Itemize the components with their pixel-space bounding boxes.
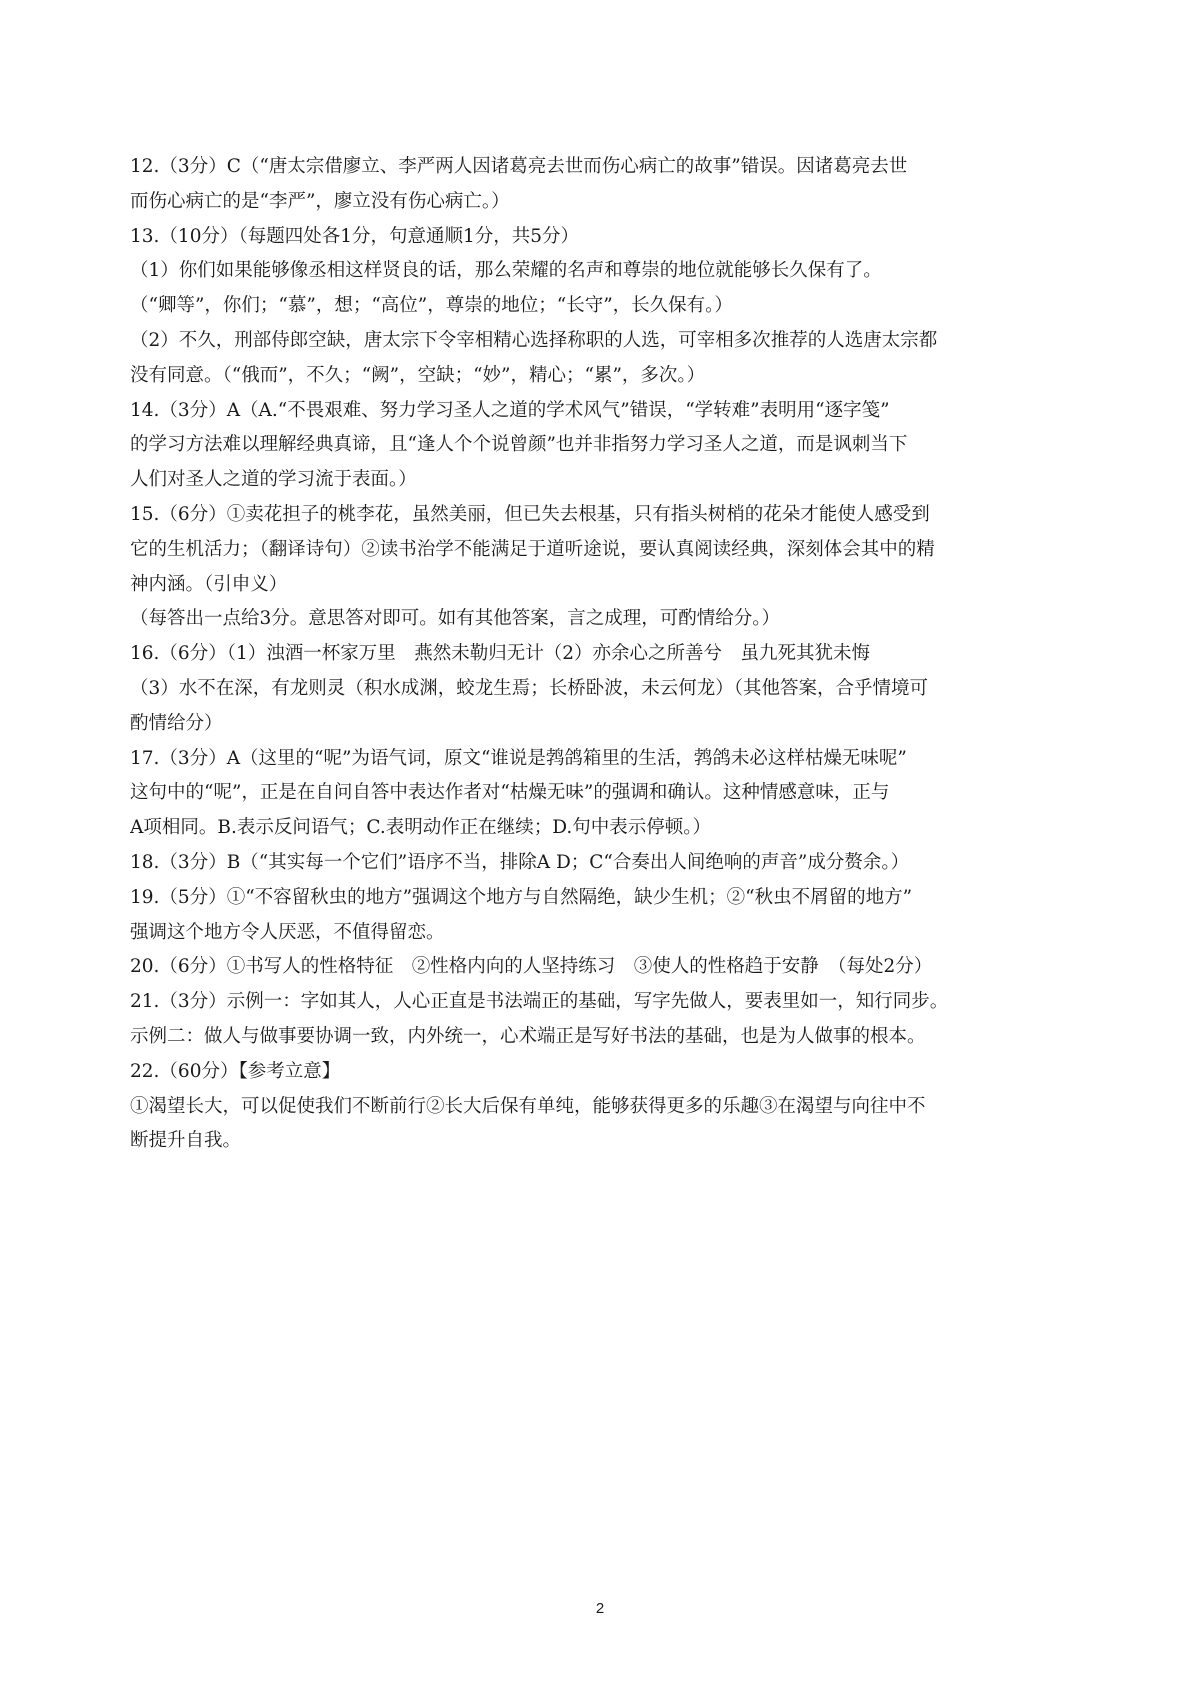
text-line: 21.（3分）示例一：字如其人，人心正直是书法端正的基础，写字先做人，要表里如一，知行同步。 [130,991,949,1013]
text-line: 强调这个地方令人厌恶，不值得留恋。 [130,921,445,943]
text-line: 15.（6分）①卖花担子的桃李花，虽然美丽，但已失去根基，只有指头树梢的花朵才能使人感受到 [130,503,930,525]
text-line: 人们对圣人之道的学习流于表面。） [130,469,417,491]
text-line: 而伤心病亡的是“李严”，廖立没有伤心病亡。） [130,190,510,212]
text-line: 18.（3分）B（“其实每一个它们”语序不当，排除A D；C“合奏出人间绝响的声音”成分赘余。） [130,851,910,873]
text-line: （每答出一点给3分。意思答对即可。如有其他答案，言之成理，可酌情给分。） [130,608,781,630]
answer-text-block [130,150,1075,1159]
text-line: 酌情给分） [130,712,223,734]
text-line: 没有同意。（“俄而”，不久；“阙”，空缺；“妙”，精心；“累”，多次。） [130,364,706,386]
text-line: （2）不久，刑部侍郎空缺，唐太宗下令宰相精心选择称职的人选，可宰相多次推荐的人选唐太宗都 [130,329,938,351]
page-number: 2 [595,1600,605,1617]
text-line: （“卿等”，你们；“慕”，想；“高位”，尊崇的地位；“长守”，长久保有。） [130,295,733,317]
text-line: 12.（3分）C（“唐太宗借廖立、李严两人因诸葛亮去世而伤心病亡的故事”错误。因诸葛亮去世 [130,156,908,177]
text-line: 16.（6分）（1）浊酒一杯家万里 燕然未勒归无计（2）亦余心之所善兮 虽九死其犹未悔 [130,643,870,665]
text-line: 这句中的“呢”，正是在自问自答中表达作者对“枯燥无味”的强调和确认。这种情感意味，正与 [130,782,890,804]
text-line: 19.（5分）①“不容留秋虫的地方”强调这个地方与自然隔绝，缺少生机；②“秋虫不屑留的地方” [130,886,913,908]
text-line: 13.（10分）（每题四处各1分，句意通顺1分，共5分） [130,225,580,247]
text-line: A项相同。B.表示反问语气；C.表明动作正在继续；D.句中表示停顿。） [130,817,712,839]
text-line: （3）水不在深，有龙则灵（积水成渊，蛟龙生焉；长桥卧波，未云何龙）（其他答案，合乎情境可 [130,677,929,699]
text-line: 17.（3分）A（这里的“呢”为语气词，原文“谁说是鹁鸽箱里的生活，鹁鸽未必这样枯燥无味呢” [130,747,907,769]
text-line: 它的生机活力；（翻译诗句）②读书治学不能满足于道听途说，要认真阅读经典，深刻体会其中的精 [130,538,935,560]
text-line: （1）你们如果能够像丞相这样贤良的话，那么荣耀的名声和尊崇的地位就能够长久保有了。 [130,260,882,282]
text-line: 14.（3分）A（A.“不畏艰难、努力学习圣人之道的学术风气”错误，“学转难”表明用“逐字笺” [130,399,890,421]
text-line: ①渴望长大，可以促使我们不断前行②长大后保有单纯，能够获得更多的乐趣③在渴望与向往中不 [130,1095,926,1117]
text-line: 断提升自我。 [130,1130,242,1152]
text-line: 的学习方法难以理解经典真谛，且“逢人个个说曾颜”也并非指努力学习圣人之道，而是讽刺当下 [130,434,908,456]
text-line: 神内涵。（引申义） [130,573,288,595]
text-line: 20.（6分）①书写人的性格特征 ②性格内向的人坚持练习 ③使人的性格趋于安静 （每处2分） [130,956,933,978]
text-line: 示例二：做人与做事要协调一致，内外统一，心术端正是写好书法的基础，也是为人做事的根本。 [130,1025,926,1047]
text-line: 22.（60分）【参考立意】 [130,1060,341,1082]
